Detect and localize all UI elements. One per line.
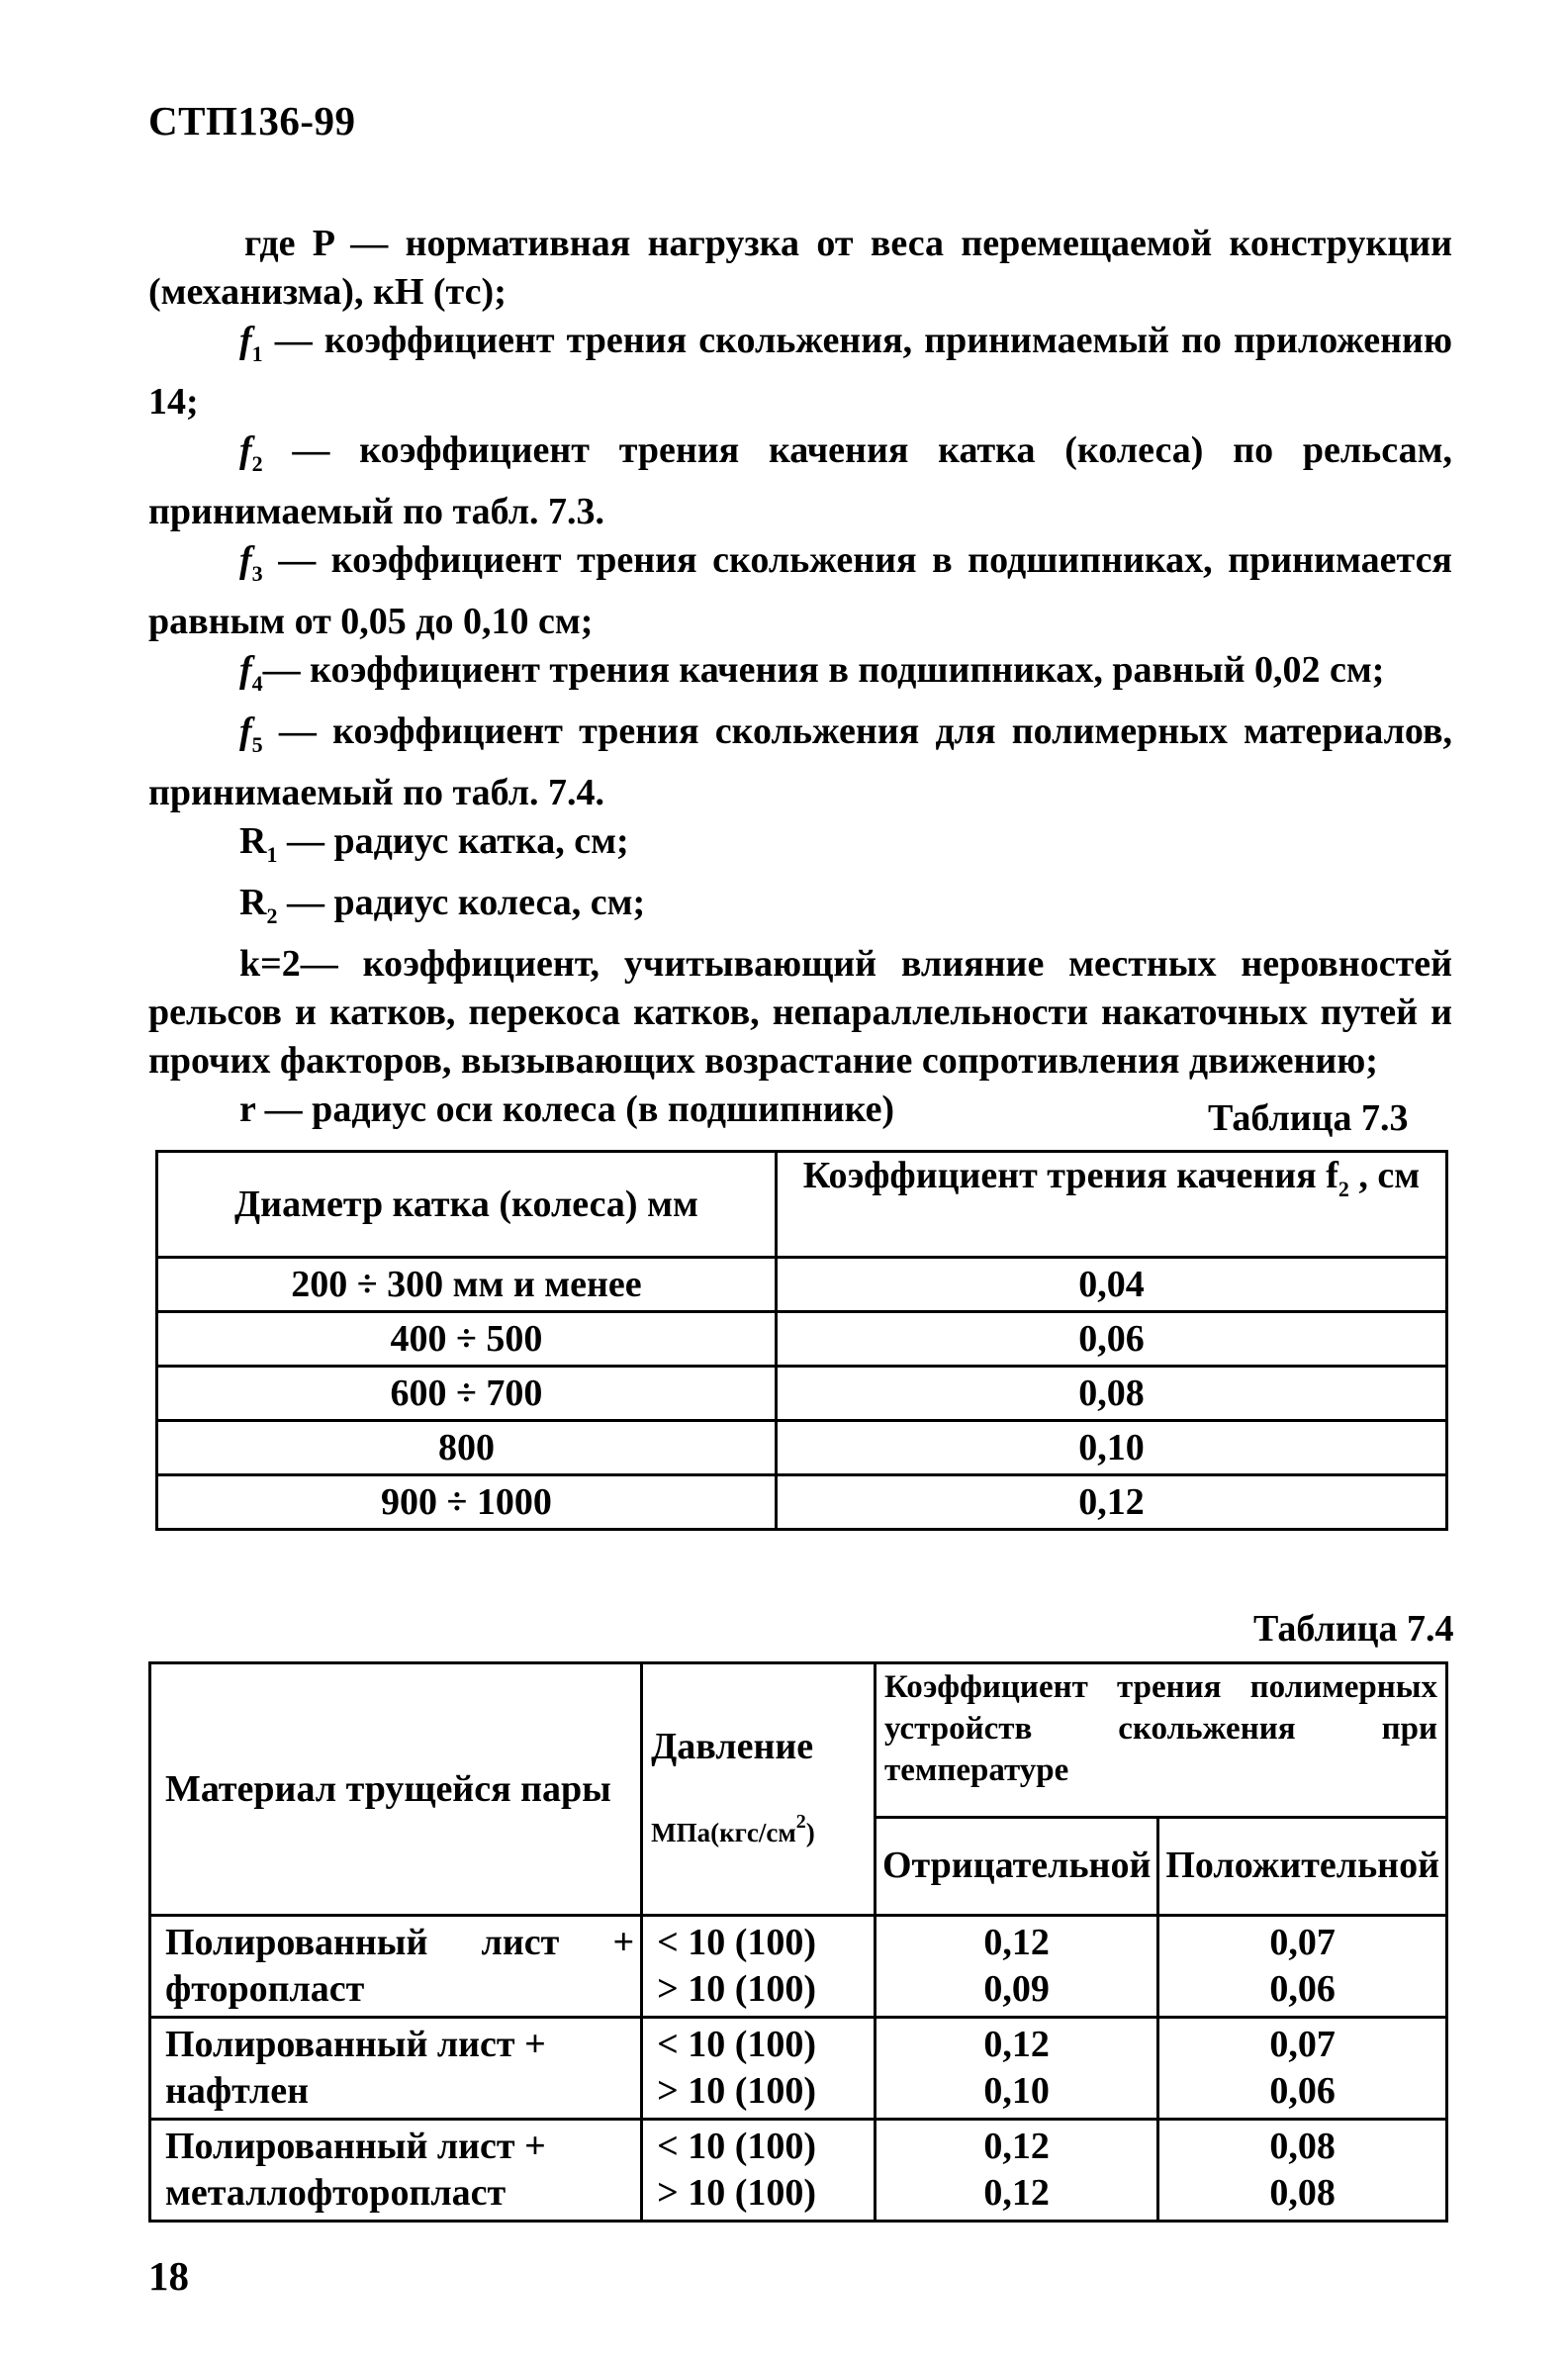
pressure-unit-superscript: 2 (795, 1810, 806, 1833)
header-pressure (642, 1663, 876, 1916)
definition-p: где P — нормативная нагрузка от веса перемещаемой конструкции (механизма), кН (тс); (148, 223, 1452, 313)
definitions-block (148, 220, 1452, 1134)
header-coef-unit: , см (1348, 1155, 1421, 1196)
definition-text: — радиус колеса, см; (277, 882, 646, 923)
diameter-cell: 600 ÷ 700 (157, 1367, 777, 1421)
definition-f5 (148, 708, 1452, 817)
definition-text: — коэффициент трения качения катка (колеса) по рельсам, принимаемый по табл. 7.3. (148, 429, 1452, 532)
definition-f2 (148, 426, 1452, 536)
header-negative: Отрицательной (875, 1817, 1157, 1915)
table-7-4 (148, 1661, 1448, 2223)
negative-value: 0,09 (983, 1968, 1050, 2010)
coef-cell: 0,10 (776, 1421, 1446, 1475)
definition-f4 (148, 646, 1452, 708)
pressure-unit-close: ) (805, 1817, 815, 1847)
positive-value: 0,06 (1269, 1968, 1336, 2010)
header-pressure-unit (651, 1791, 868, 1863)
pressure-cell (642, 2018, 876, 2120)
header-pressure-label: Давление (651, 1725, 814, 1767)
positive-cell (1158, 2018, 1447, 2120)
header-coef (776, 1152, 1446, 1258)
symbol-subscript: 5 (251, 732, 263, 757)
symbol-subscript: 4 (251, 671, 263, 696)
negative-value: 0,12 (983, 2172, 1050, 2214)
material-cell: Полированный лист + металлофторопласт (150, 2120, 642, 2222)
pressure-value: < 10 (100) (657, 2126, 817, 2167)
symbol-subscript: 2 (266, 903, 278, 928)
positive-value: 0,07 (1269, 1922, 1336, 1963)
header-diameter: Диаметр катка (колеса) мм (157, 1152, 777, 1258)
table-row (150, 1916, 1447, 2018)
coef-cell: 0,08 (776, 1367, 1446, 1421)
positive-value: 0,07 (1269, 2024, 1336, 2065)
positive-cell (1158, 1916, 1447, 2018)
definition-f3 (148, 536, 1452, 646)
material-cell: Полированный лист + фторопласт (150, 1916, 642, 2018)
table-7-3-caption: Таблица 7.3 (1208, 1097, 1409, 1139)
positive-cell (1158, 2120, 1447, 2222)
diameter-cell: 200 ÷ 300 мм и менее (157, 1258, 777, 1312)
table-row (157, 1367, 1447, 1421)
coef-cell: 0,12 (776, 1475, 1446, 1530)
coef-cell: 0,06 (776, 1312, 1446, 1367)
positive-value: 0,08 (1269, 2126, 1336, 2167)
pressure-value: > 10 (100) (657, 2172, 817, 2214)
material-cell: Полированный лист + нафтлен (150, 2018, 642, 2120)
pressure-cell (642, 1916, 876, 2018)
table-row (157, 1421, 1447, 1475)
pressure-value: > 10 (100) (657, 2070, 817, 2112)
definition-text: — коэффициент трения скольжения, принимаемый по приложению 14; (148, 320, 1452, 423)
table-7-3 (155, 1150, 1448, 1531)
pressure-value: > 10 (100) (657, 1968, 817, 2010)
header-positive: Положительной (1158, 1817, 1447, 1915)
negative-cell (875, 1916, 1157, 2018)
table-header-row (157, 1152, 1447, 1258)
diameter-cell: 900 ÷ 1000 (157, 1475, 777, 1530)
definition-text: — коэффициент трения скольжения для полимерных материалов, принимаемый по табл. 7.4. (148, 710, 1452, 813)
negative-value: 0,12 (983, 1922, 1050, 1963)
symbol-subscript: 2 (251, 451, 263, 476)
symbol: R (239, 882, 267, 923)
coef-cell: 0,04 (776, 1258, 1446, 1312)
symbol: f (239, 429, 252, 471)
pressure-value: < 10 (100) (657, 1922, 817, 1963)
positive-value: 0,06 (1269, 2070, 1336, 2112)
definition-f1 (148, 317, 1452, 426)
pressure-value: < 10 (100) (657, 2024, 817, 2065)
table-row (157, 1475, 1447, 1530)
pressure-cell (642, 2120, 876, 2222)
symbol: f (239, 320, 252, 361)
table-row (150, 2018, 1447, 2120)
page-number: 18 (148, 2253, 189, 2299)
negative-value: 0,12 (983, 2126, 1050, 2167)
definition-text: — коэффициент трения качения в подшипниках, равный 0,02 см; (262, 649, 1385, 691)
definition-r2 (148, 879, 1452, 940)
symbol: f (239, 539, 252, 581)
negative-cell (875, 2018, 1157, 2120)
symbol: f (239, 710, 252, 752)
definition-text: — радиус катка, см; (277, 820, 629, 862)
negative-value: 0,12 (983, 2024, 1050, 2065)
positive-value: 0,08 (1269, 2172, 1336, 2214)
definition-k: k=2— коэффициент, учитывающий влияние местных неровностей рельсов и катков, перекоса катков, непараллельности накаточных путей и прочих факторов, вызывающих возрастание сопротивления движению; (148, 943, 1452, 1082)
table-header-row (150, 1663, 1447, 1818)
symbol-subscript: 1 (251, 341, 263, 366)
diameter-cell: 400 ÷ 500 (157, 1312, 777, 1367)
header-coef-text: Коэффициент трения качения f (802, 1155, 1338, 1196)
table-row (150, 2120, 1447, 2222)
symbol: R (239, 820, 267, 862)
header-material: Материал трущейся пары (150, 1663, 642, 1916)
definition-r1 (148, 817, 1452, 879)
negative-value: 0,10 (983, 2070, 1050, 2112)
document-code: СТП136-99 (148, 98, 356, 143)
symbol: f (239, 649, 252, 691)
pressure-unit-text: МПа(кгс/см (651, 1817, 796, 1847)
definition-r: r — радиус оси колеса (в подшипнике) (239, 1088, 895, 1130)
header-coef-group: Коэффициент трения полимерных устройств скольжения при температуре (875, 1663, 1446, 1818)
table-7-4-caption: Таблица 7.4 (1253, 1608, 1454, 1650)
negative-cell (875, 2120, 1157, 2222)
definition-text: — коэффициент трения скольжения в подшипниках, принимается равным от 0,05 до 0,10 см; (148, 539, 1452, 642)
header-coef-subscript: 2 (1337, 1177, 1349, 1201)
diameter-cell: 800 (157, 1421, 777, 1475)
table-row (157, 1258, 1447, 1312)
symbol-subscript: 3 (251, 561, 263, 586)
symbol-subscript: 1 (266, 842, 278, 867)
table-row (157, 1312, 1447, 1367)
